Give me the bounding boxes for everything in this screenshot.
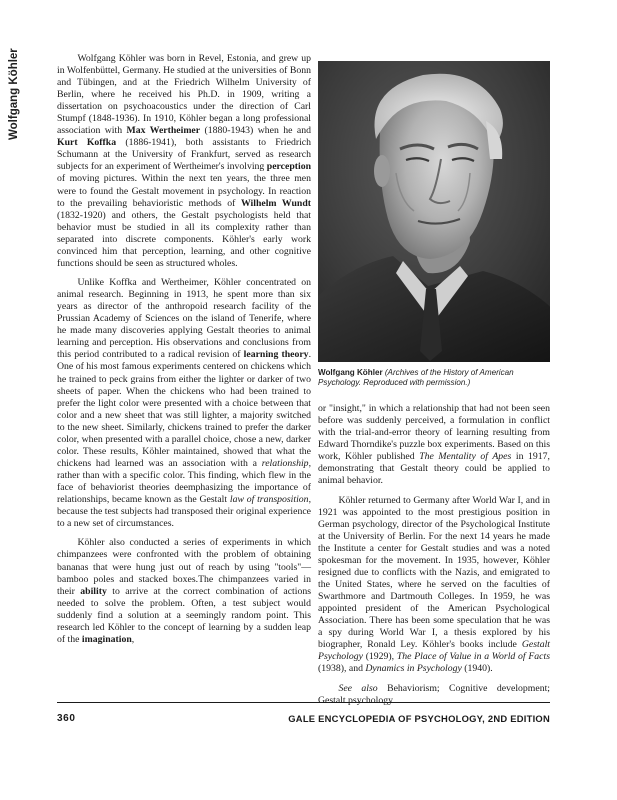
link-perception[interactable]: perception xyxy=(266,161,311,173)
portrait-photo-graphic xyxy=(318,61,550,362)
paragraph-early-life xyxy=(57,53,311,270)
see-also xyxy=(318,683,550,707)
left-text-column xyxy=(57,53,311,646)
text-span: Köhler also conducted a series of experiments in which chimpanzees were confronted with the problem of obtaining bananas that were hung just out of reach by using "tools"—bamboo poles and stacked boxes.The chimpanzees varied in their xyxy=(57,537,311,597)
caption-name: Wolfgang Köhler xyxy=(318,368,383,377)
link-ability[interactable]: ability xyxy=(80,585,107,597)
book-title-mentality-of-apes: The Mentality of Apes xyxy=(419,451,512,463)
see-also-label: See also xyxy=(338,682,378,694)
text-span: (1880-1943) when he and xyxy=(200,125,311,137)
link-kurt-koffka[interactable]: Kurt Koffka xyxy=(57,137,117,149)
right-text-column xyxy=(318,403,550,707)
sidebar-entry-title: Wolfgang Köhler xyxy=(8,48,20,140)
link-learning-theory[interactable]: learning theory xyxy=(243,349,309,361)
text-span: in 1917, demonstrating that Gestalt theory could be applied to animal behavior. xyxy=(318,451,550,487)
book-title-place-of-value: The Place of Value in a World of Facts xyxy=(396,651,550,663)
footer-rule xyxy=(57,702,550,703)
text-span: to arrive at the correct combination of actions needed to solve the problem. Often, a test subject would suddenly find a solution at a seemingly random point. This research led Köhler to the concept of learning by a sudden leap of the xyxy=(57,585,311,645)
text-span: (1886-1941), both assistants to Friedrich Schumann at the University of Frankfurt, served as research subjects for an experiment of Wertheimer's involving xyxy=(57,137,311,173)
emphasis-law-of-transposition: law of transposition xyxy=(229,493,309,505)
text-span: (1832-1920) and others, the Gestalt psychologists held that behavior must be studied in all its complexity rather than separated into discrete components. Köhler's early work convinced him that perception, learning, and other cognitive functions should be seen as structured wholes. xyxy=(57,209,311,269)
photo-caption xyxy=(318,368,550,389)
link-wilhelm-wundt[interactable]: Wilhelm Wundt xyxy=(240,197,312,209)
paragraph-insight xyxy=(318,403,550,487)
emphasis-relationship: relationship xyxy=(261,457,309,469)
paragraph-animal-research xyxy=(57,277,311,530)
text-span: (1938), and xyxy=(318,663,366,675)
book-title-dynamics-in-psychology: Dynamics in Psychology xyxy=(365,663,462,675)
text-span: Wolfgang Köhler was born in Revel, Estonia, and grew up in Wolfenbüttel, Germany. He studied at the universities of Bonn and Tübingen, and at the Friedrich Wilhelm University of Berlin, where he received his Ph.D. in 1909, writing a dissertation on psychoacoustics under the direction of Carl Stumpf (1848-1936). In 1910, Köhler began a long professional association with xyxy=(57,53,311,137)
caption-credit: (Archives of the History of American Psychology. Reproduced with permission.) xyxy=(318,368,514,388)
portrait-photo xyxy=(318,61,550,362)
paragraph-later-career xyxy=(318,495,550,676)
text-span: or "insight," in which a relationship that had not been seen before was suddenly perceived, a formulation in conflict with the trial-and-error theory of learning resulting from Edward Thorndike's puzzle box experiments. Based on this work, Köhler published xyxy=(318,403,550,463)
text-span: Köhler returned to Germany after World War I, and in 1921 was appointed to the most prestigious position in German psychology, director of the Psychological Institute at the University of Berlin. For the next 14 years he made the Institute a center for Gestalt studies and was a noted spokesman for the movement. In 1935, however, Köhler resigned due to conflicts with the Nazis, and emigrated to the United States, where he served on the faculties of Swarthmore and Dartmouth Colleges. In 1959, he was appointed president of the American Psychological Association. There has been some speculation that he was a spy during World War I, a thesis explored by his biographer, Ronald Ley. Köhler's books include xyxy=(318,494,550,651)
text-span: (1940). xyxy=(461,663,493,675)
book-title-gestalt-psychology: Gestalt Psychology xyxy=(318,639,550,663)
text-span: (1929), xyxy=(362,651,397,663)
text-span: . One of his most famous experiments centered on chickens which he trained to peck grains from either the lighter or darker of two sheets of paper. When the chickens who had been trained to prefer the light color were presented with a choice between that color and a new sheet that was still lighter, a majority switched to the new sheet. Similarly, chickens trained to prefer the darker color, when presented with a parallel choice, chose a new, darker color. These results, Köhler maintained, showed that what the chickens had learned was an association with a xyxy=(57,349,311,469)
link-imagination[interactable]: imagination xyxy=(81,633,132,645)
text-span: , rather than with a specific color. This finding, which flew in the face of behaviorist theories deemphasizing the importance of relationships, became known as the Gestalt xyxy=(57,457,311,505)
text-span: of moving pictures. Within the next ten years, the three men were to found the Gestalt movement in psychology. In reaction to the prevailing behavioristic methods of xyxy=(57,173,311,209)
link-max-wertheimer[interactable]: Max Wertheimer xyxy=(126,125,201,137)
text-span: , xyxy=(131,633,135,645)
running-footer-title: GALE ENCYCLOPEDIA OF PSYCHOLOGY, 2ND EDITION xyxy=(288,713,550,724)
text-span: Unlike Koffka and Wertheimer, Köhler concentrated on animal research. Beginning in 1913, he spent more than six years as director of the anthropoid research facility of the Prussian Academy of Sciences on the island of Tenerife, where he made many discoveries applying Gestalt theories to animal learning and perception. His observations and conclusions from this period contributed to a radical revision of xyxy=(57,277,311,361)
paragraph-chimpanzee-experiments xyxy=(57,537,311,645)
see-also-links[interactable]: Behaviorism; Cognitive development; Gestalt psychology xyxy=(318,682,550,706)
page-number: 360 xyxy=(57,713,76,724)
text-span: , because the test subjects had transposed their original experience to a new set of circumstances. xyxy=(57,493,311,530)
